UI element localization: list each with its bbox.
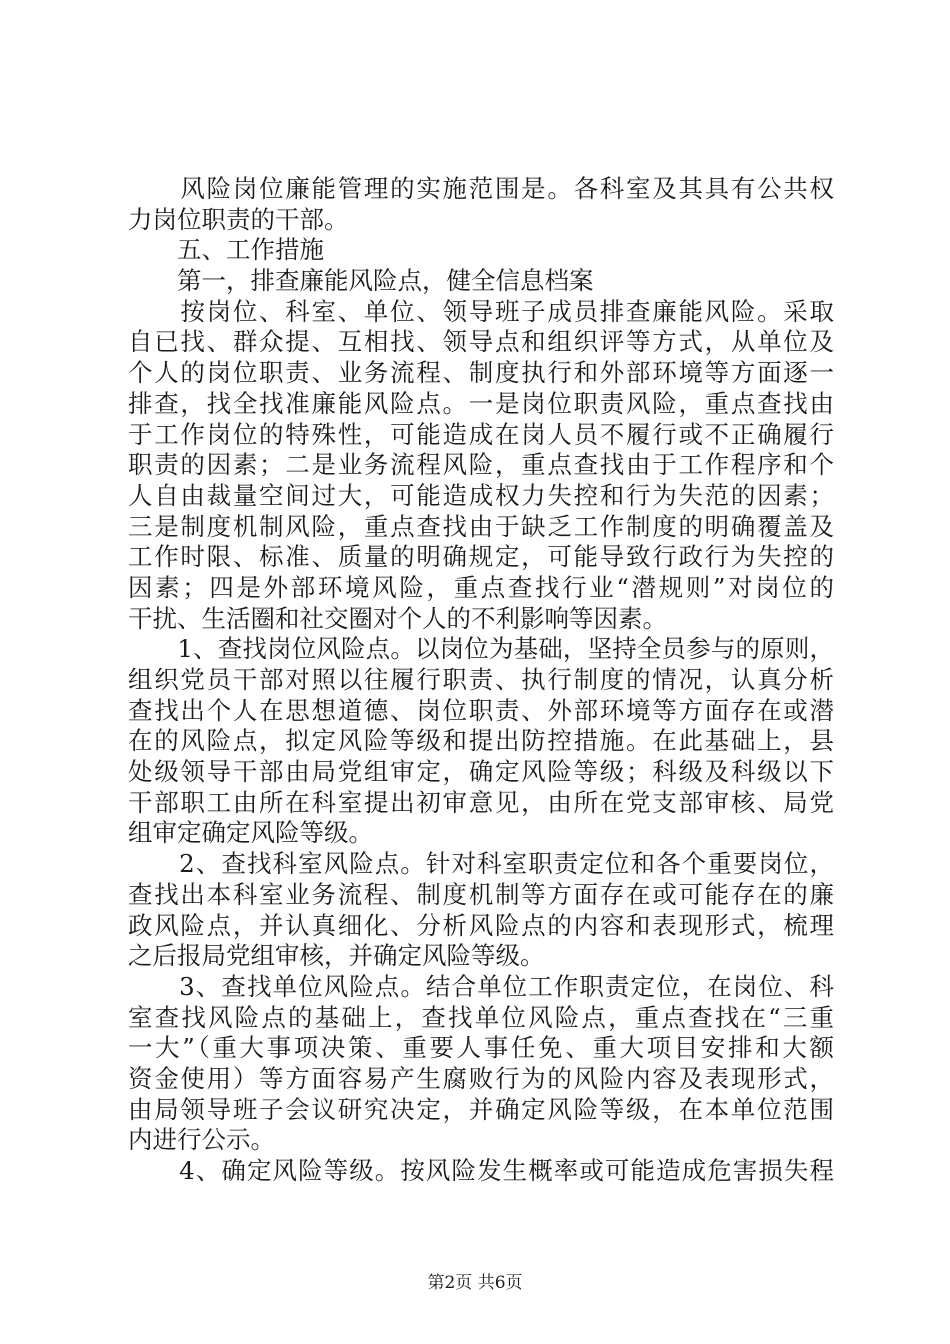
text-line: 由局领导班子会议研究决定，并确定风险等级，在本单位范围 bbox=[128, 1094, 834, 1124]
text-line: 排查，找全找准廉能风险点。一是岗位职责风险，重点查找由 bbox=[128, 388, 834, 418]
text-line: 职责的因素；二是业务流程风险，重点查找由于工作程序和个 bbox=[128, 450, 834, 480]
text-line: 查找出个人在思想道德、岗位职责、外部环境等方面存在或潜 bbox=[128, 695, 834, 725]
text-line: 三是制度机制风险，重点查找由于缺乏工作制度的明确覆盖及 bbox=[128, 511, 834, 541]
page-footer: 第2页 共6页 bbox=[427, 1273, 523, 1293]
text-line: 处级领导干部由局党组审定，确定风险等级；科级及科级以下 bbox=[128, 757, 834, 787]
text-line: 个人的岗位职责、业务流程、制度执行和外部环境等方面逐一 bbox=[128, 358, 834, 388]
text-line: 干部职工由所在科室提出初审意见，由所在党支部审核、局党 bbox=[128, 787, 834, 817]
text-line: 按岗位、科室、单位、领导班子成员排查廉能风险。采取 bbox=[128, 296, 834, 326]
text-line: 五、工作措施 bbox=[128, 235, 324, 265]
text-line: 3、查找单位风险点。结合单位工作职责定位，在岗位、科 bbox=[128, 971, 834, 1001]
text-line: 组审定确定风险等级。 bbox=[128, 818, 373, 848]
text-line: 1、查找岗位风险点。以岗位为基础，坚持全员参与的原则， bbox=[128, 634, 834, 664]
text-line: 之后报局党组审核，并确定风险等级。 bbox=[128, 941, 545, 971]
text-line: 干扰、生活圈和社交圈对个人的不利影响等因素。 bbox=[128, 603, 667, 633]
text-line: 资金使用）等方面容易产生腐败行为的风险内容及表现形式， bbox=[128, 1063, 834, 1093]
text-line: 一大”（重大事项决策、重要人事任免、重大项目安排和大额 bbox=[128, 1033, 834, 1063]
text-line: 在的风险点，拟定风险等级和提出防控措施。在此基础上，县 bbox=[128, 726, 834, 756]
text-line: 内进行公示。 bbox=[128, 1125, 275, 1155]
text-line: 力岗位职责的干部。 bbox=[128, 204, 349, 234]
document-body bbox=[128, 174, 834, 1187]
text-line: 人自由裁量空间过大，可能造成权力失控和行为失范的因素； bbox=[128, 480, 834, 510]
text-line: 查找出本科室业务流程、制度机制等方面存在或可能存在的廉 bbox=[128, 879, 834, 909]
text-line: 2、查找科室风险点。针对科室职责定位和各个重要岗位， bbox=[128, 849, 834, 879]
text-line: 因素；四是外部环境风险，重点查找行业“潜规则”对岗位的 bbox=[128, 572, 834, 602]
text-line: 室查找风险点的基础上，查找单位风险点，重点查找在“三重 bbox=[128, 1002, 834, 1032]
text-line: 自已找、群众提、互相找、领导点和组织评等方式，从单位及 bbox=[128, 327, 834, 357]
text-line: 工作时限、标准、质量的明确规定，可能导致行政行为失控的 bbox=[128, 542, 834, 572]
text-line: 第一，排查廉能风险点，健全信息档案 bbox=[128, 266, 594, 296]
text-line: 于工作岗位的特殊性，可能造成在岗人员不履行或不正确履行 bbox=[128, 419, 834, 449]
text-line: 政风险点，并认真细化、分析风险点的内容和表现形式，梳理 bbox=[128, 910, 834, 940]
text-line: 组织党员干部对照以往履行职责、执行制度的情况，认真分析 bbox=[128, 665, 834, 694]
text-line: 风险岗位廉能管理的实施范围是。各科室及其具有公共权 bbox=[128, 174, 834, 203]
text-line: 4、确定风险等级。按风险发生概率或可能造成危害损失程 bbox=[128, 1156, 834, 1185]
